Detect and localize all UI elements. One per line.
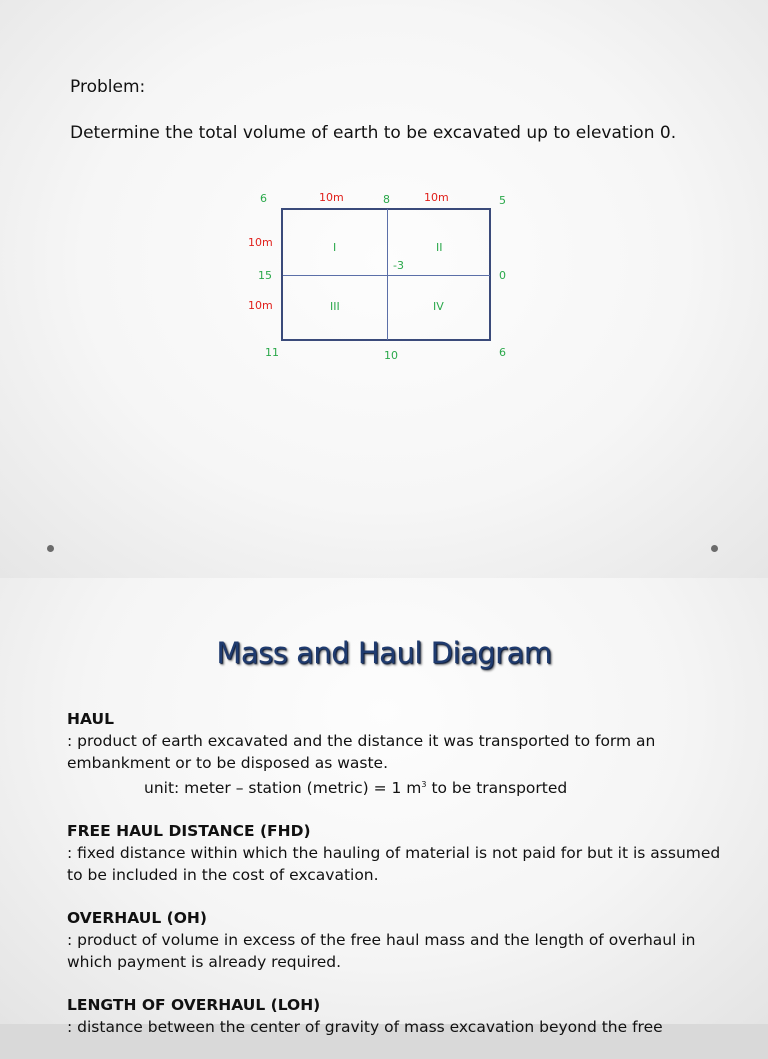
dimension-top-left: 10m [319,191,344,204]
elevation-top-mid: 8 [383,193,390,206]
elevation-mid-left: 15 [258,269,272,282]
region-label-3: III [330,300,340,313]
grid-horizontal-divider [283,275,490,276]
dimension-left-bottom: 10m [248,299,273,312]
slide-nav-dot-right [711,545,718,552]
slide-mass-haul [0,578,768,1036]
definition-text: : product of earth excavated and the distance it was transported to form an embankment or to be disposed as waste. [67,732,656,772]
slide-nav-dot-left [47,545,54,552]
definition-text: : product of volume in excess of the free haul mass and the length of overhaul in which payment is already required. [67,931,696,971]
definition-text: : fixed distance within which the hauling of material is not paid for but it is assumed to be included in the cost of excavation. [67,844,721,884]
definition-heading: FREE HAUL DISTANCE (FHD) [67,822,311,840]
haul-unit-line [67,774,727,799]
region-label-4: IV [433,300,444,313]
definition-loh [67,994,727,1038]
haul-unit-suffix: to be transported [426,779,568,797]
definition-heading: HAUL [67,710,114,728]
elevation-top-left: 6 [260,192,267,205]
definition-heading: LENGTH OF OVERHAUL (LOH) [67,996,321,1014]
region-label-2: II [436,241,443,254]
elevation-bottom-mid: 10 [384,349,398,362]
elevation-mid-right: 0 [499,269,506,282]
definition-text: : distance between the center of gravity of mass excavation beyond the free [67,1018,663,1036]
problem-label: Problem: [70,77,146,97]
elevation-center: -3 [393,259,404,272]
haul-unit-superscript: 3 [421,780,427,789]
haul-unit-prefix: unit: meter – station (metric) = 1 m [144,779,422,797]
elevation-bottom-left: 11 [265,346,279,359]
definition-heading: OVERHAUL (OH) [67,909,207,927]
elevation-top-right: 5 [499,194,506,207]
definition-fhd [67,820,727,886]
elevation-bottom-right: 6 [499,346,506,359]
region-label-1: I [333,241,337,254]
definition-oh [67,907,727,973]
dimension-left-top: 10m [248,236,273,249]
slide-title: Mass and Haul Diagram [216,636,552,670]
dimension-top-right: 10m [424,191,449,204]
definitions-body [67,708,727,1059]
problem-statement: Determine the total volume of earth to be excavated up to elevation 0. [70,123,677,143]
definition-haul [67,708,727,799]
